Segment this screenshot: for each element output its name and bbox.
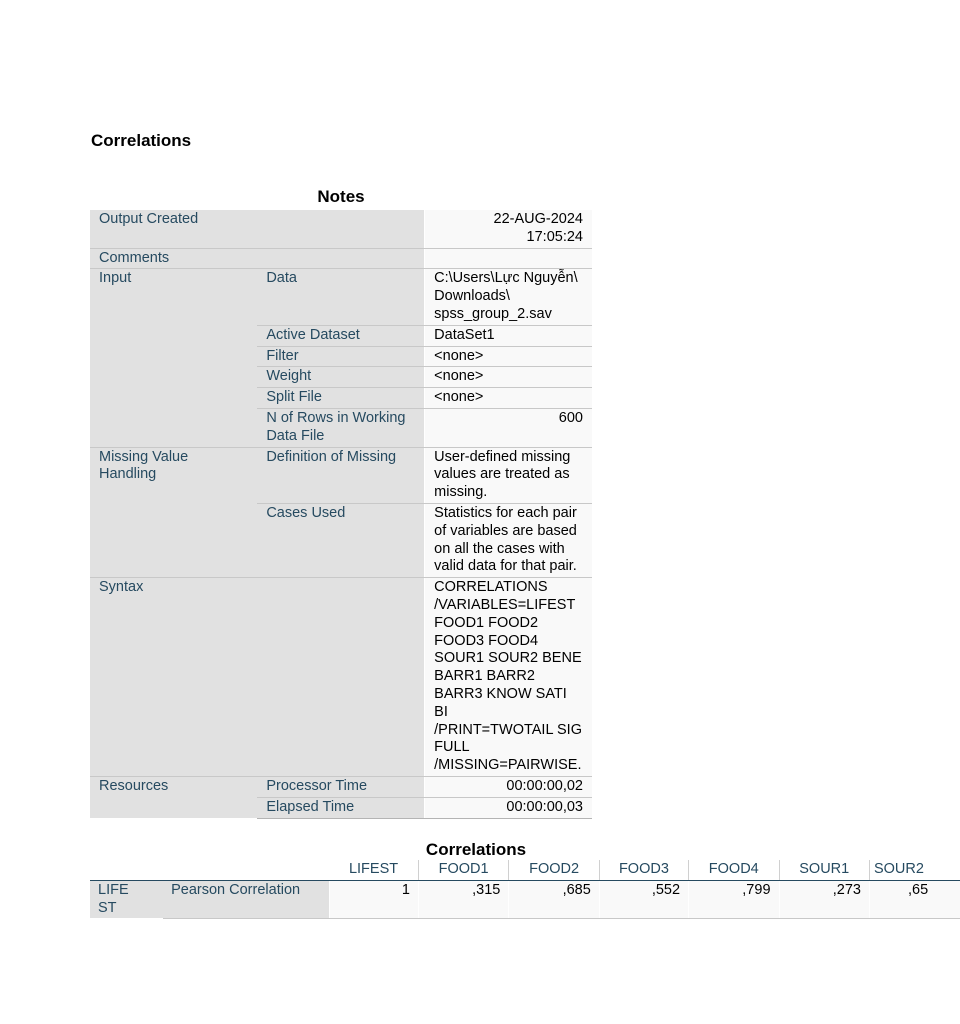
column-header: SOUR1 <box>779 860 869 880</box>
resources-row-value: 00:00:00,02 <box>425 776 592 797</box>
input-row-label: Split File <box>257 388 424 409</box>
resources-row-label: Processor Time <box>257 776 424 797</box>
resources-row-label: Elapsed Time <box>257 797 424 818</box>
notes-row-definition-of-missing <box>90 447 592 503</box>
input-label: Input <box>90 269 257 447</box>
correlation-cell: ,552 <box>599 880 688 918</box>
column-header: FOOD2 <box>509 860 599 880</box>
comments-value <box>425 248 592 269</box>
correlations-header-row <box>90 860 960 880</box>
column-header: FOOD4 <box>689 860 779 880</box>
correlations-table <box>90 860 960 919</box>
notes-row-input-data <box>90 269 592 325</box>
correlation-cell: ,315 <box>418 880 508 918</box>
input-row-label: N of Rows in Working Data File <box>257 408 424 447</box>
column-header: LIFEST <box>329 860 418 880</box>
input-row-label: Filter <box>257 346 424 367</box>
input-row-value: 600 <box>425 408 592 447</box>
output-created-value: 22-AUG-2024 17:05:24 <box>425 210 592 248</box>
missing-row-label: Definition of Missing <box>257 447 424 503</box>
correlations-table-viewport <box>90 860 929 930</box>
resources-label: Resources <box>90 776 257 818</box>
notes-row-processor-time <box>90 776 592 797</box>
missing-row-value: User-defined missing values are treated as missing. <box>425 447 592 503</box>
input-row-label: Weight <box>257 367 424 388</box>
correlation-cell: ,65 <box>869 880 960 918</box>
correlation-cell: ,273 <box>779 880 869 918</box>
notes-row-syntax <box>90 578 592 777</box>
table-row <box>90 880 960 918</box>
missing-row-value: Statistics for each pair of variables are based on all the cases with valid data for that pair. <box>425 503 592 577</box>
column-header: FOOD1 <box>418 860 508 880</box>
notes-table <box>90 210 592 819</box>
missing-row-label: Cases Used <box>257 503 424 577</box>
column-header: FOOD3 <box>599 860 688 880</box>
correlations-table-title: Correlations <box>425 840 527 859</box>
input-row-value: <none> <box>425 346 592 367</box>
output-created-label: Output Created <box>90 210 425 248</box>
input-row-label: Active Dataset <box>257 325 424 346</box>
resources-row-value: 00:00:00,03 <box>425 797 592 818</box>
correlation-cell: 1 <box>329 880 418 918</box>
input-row-value: DataSet1 <box>425 325 592 346</box>
missing-value-handling-label: Missing Value Handling <box>90 447 257 578</box>
page-title: Correlations <box>91 131 192 150</box>
input-row-value: <none> <box>425 388 592 409</box>
notes-table-title: Notes <box>317 187 365 206</box>
notes-row-comments <box>90 248 592 269</box>
syntax-label: Syntax <box>90 578 425 777</box>
input-row-value: C:\Users\Lực Nguyễn\ Downloads\ spss_group_2.sav <box>425 269 592 325</box>
column-header: SOUR2 <box>869 860 960 880</box>
correlation-cell: ,799 <box>689 880 779 918</box>
input-row-label: Data <box>257 269 424 325</box>
comments-label: Comments <box>90 248 425 269</box>
syntax-value: CORRELATIONS /VARIABLES=LIFEST FOOD1 FOOD2 FOOD3 FOOD4 SOUR1 SOUR2 BENE BARR1 BARR2 BARR3 KNOW SATI BI /PRINT=TWOTAIL SIG FULL /MISSING=PAIRWISE. <box>425 578 592 777</box>
input-row-value: <none> <box>425 367 592 388</box>
correlation-cell: ,685 <box>509 880 599 918</box>
notes-row-output-created <box>90 210 592 248</box>
row-variable-label: LIFE ST <box>90 880 163 918</box>
row-statistic-label: Pearson Correlation <box>163 880 329 918</box>
